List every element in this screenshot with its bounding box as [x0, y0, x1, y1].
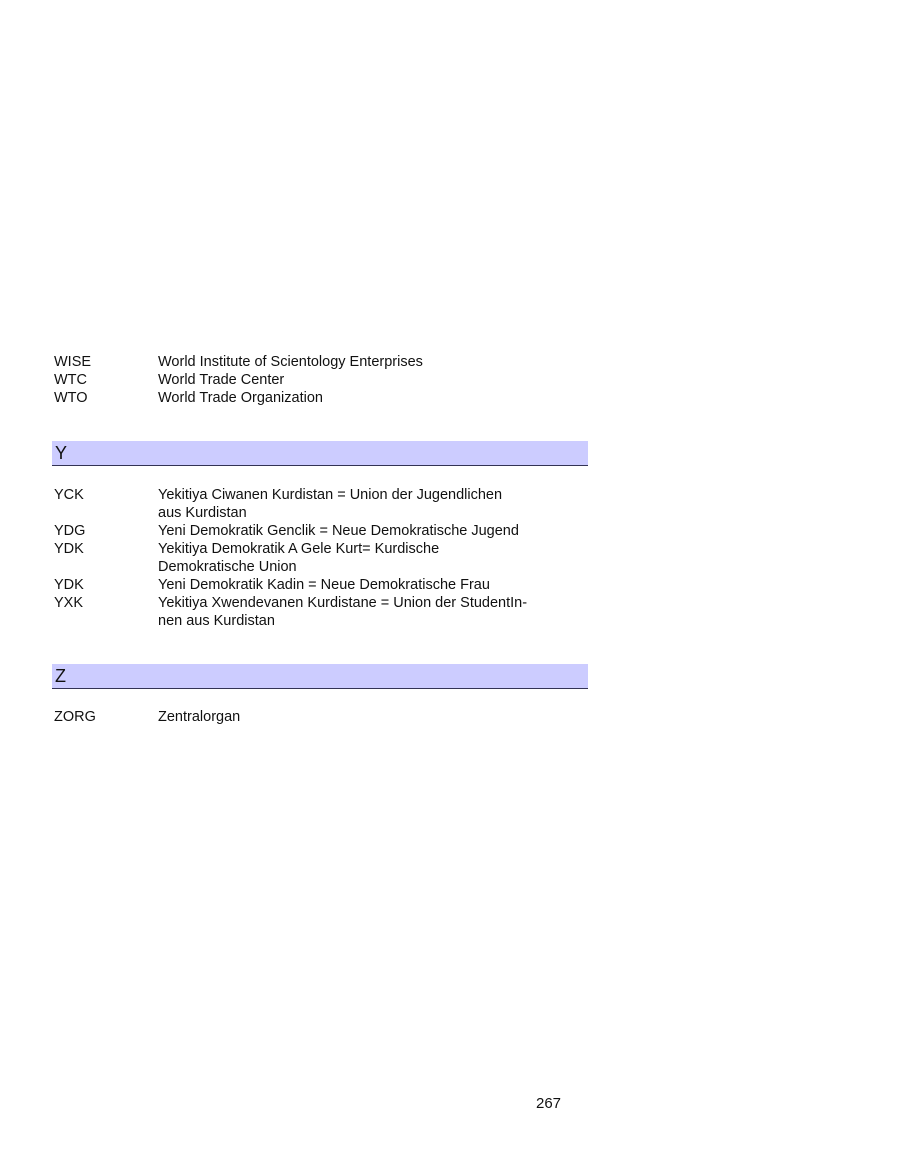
abbreviation: YDK [54, 577, 84, 593]
list-item [54, 540, 594, 576]
page-number: 267 [536, 1095, 562, 1112]
definition: Yekitiya Demokratik A Gele Kurt= Kurdische Demokratische Union [158, 541, 440, 575]
abbreviation-list-y [54, 486, 594, 630]
definition: World Trade Center [158, 372, 285, 388]
abbreviation: ZORG [54, 709, 96, 725]
list-item [54, 522, 594, 540]
abbreviation-list-z [54, 708, 594, 726]
definition: World Institute of Scientology Enterprises [158, 354, 423, 370]
list-item [54, 486, 594, 522]
section-header-y: Y [52, 441, 588, 466]
abbreviation: WTC [54, 372, 88, 388]
definition: Zentralorgan [158, 709, 241, 725]
list-item [54, 708, 594, 726]
abbreviation: YXK [54, 595, 84, 611]
definition: Yeni Demokratik Kadin = Neue Demokratische Frau [158, 577, 490, 593]
abbreviation: YCK [54, 487, 84, 503]
list-item [54, 576, 594, 594]
abbreviation: WTO [54, 390, 88, 406]
abbreviation-list-w [54, 353, 594, 407]
list-item [54, 389, 594, 407]
definition: Yeni Demokratik Genclik = Neue Demokratische Jugend [158, 523, 519, 539]
list-item [54, 353, 594, 371]
abbreviation: YDK [54, 541, 84, 557]
definition: Yekitiya Xwendevanen Kurdistane = Union der StudentIn- nen aus Kurdistan [158, 595, 528, 629]
definition: Yekitiya Ciwanen Kurdistan = Union der Jugendlichen aus Kurdistan [158, 487, 503, 521]
section-header-z: Z [52, 664, 588, 689]
abbreviation: WISE [54, 354, 92, 370]
abbreviation: YDG [54, 523, 86, 539]
list-item [54, 594, 594, 630]
list-item [54, 371, 594, 389]
definition: World Trade Organization [158, 390, 323, 406]
